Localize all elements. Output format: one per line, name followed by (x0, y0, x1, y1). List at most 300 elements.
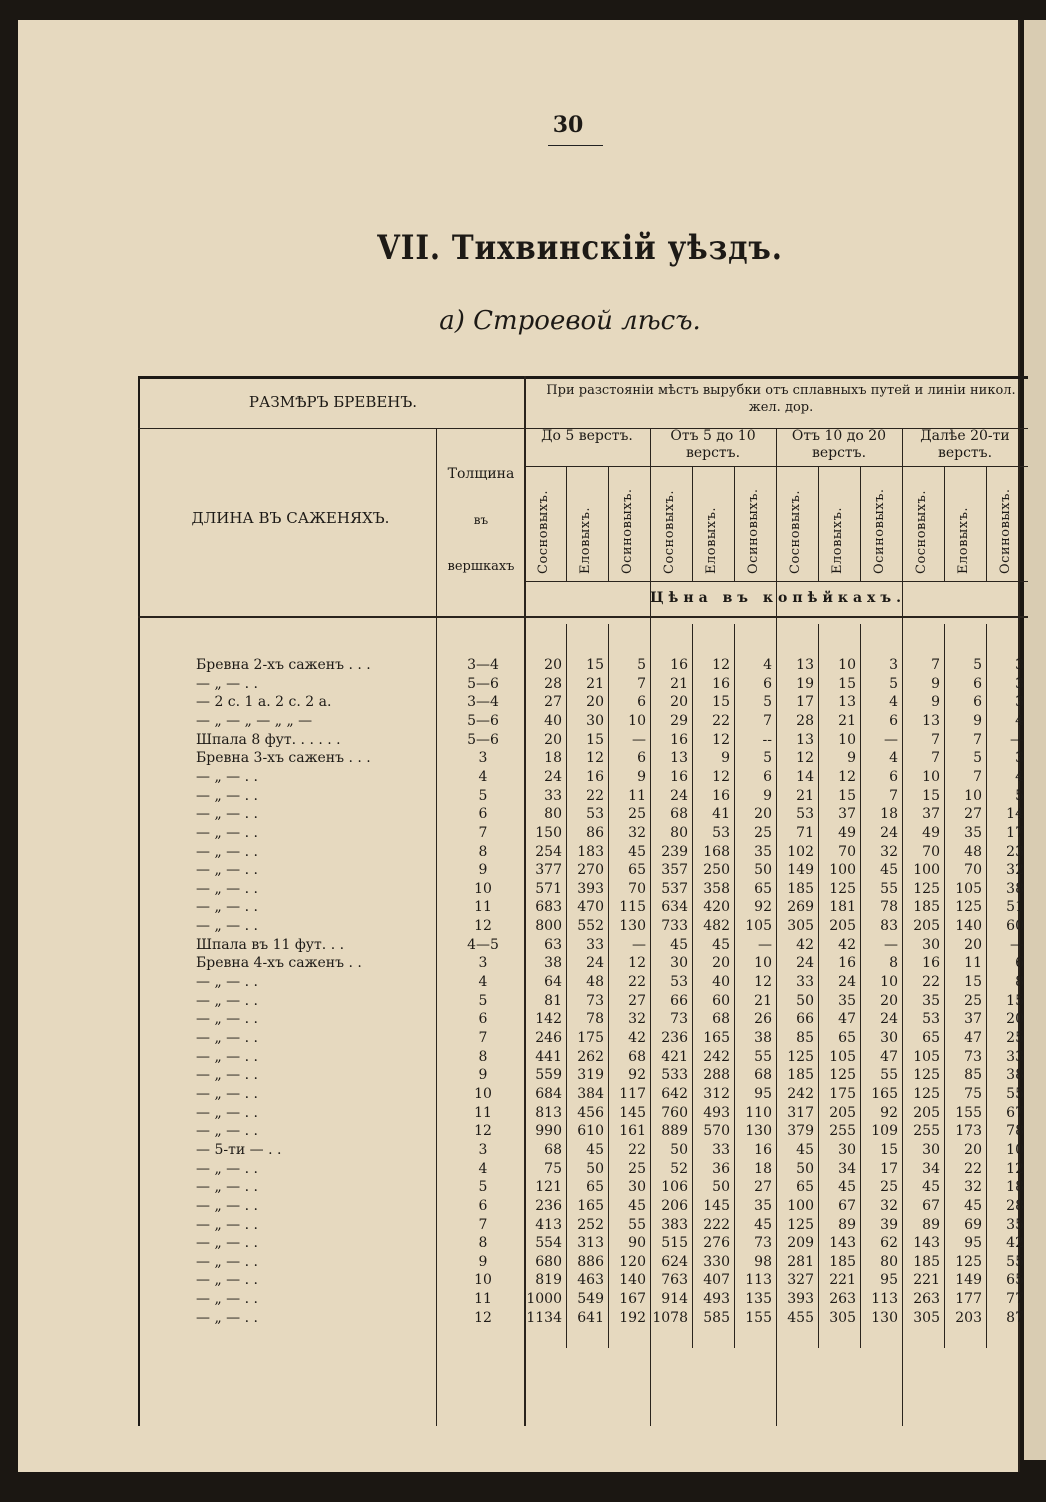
price-cell: 41 (712, 806, 730, 823)
price-cell: 20 (964, 1141, 982, 1158)
price-cell: 75 (964, 1085, 982, 1102)
column-rule (860, 466, 861, 581)
price-cell: 9 (931, 694, 940, 711)
row-length-label: — „ — . . (196, 1216, 258, 1233)
price-cell: 69 (964, 1216, 982, 1233)
price-cell: 15 (586, 731, 604, 748)
price-cell: 25 (628, 1160, 646, 1177)
row-length-label: — „ — . . (196, 787, 258, 804)
price-cell: 32 (880, 1197, 898, 1214)
price-cell: 379 (787, 1123, 814, 1140)
price-cell: 393 (577, 880, 604, 897)
price-cell: 140 (619, 1272, 646, 1289)
row-length-label: — „ — . . (196, 1309, 258, 1326)
price-cell: 3 (1015, 675, 1024, 692)
column-rule (608, 466, 609, 581)
price-cell: 20 (964, 936, 982, 953)
price-cell: 6 (637, 694, 646, 711)
price-cell: 7 (763, 712, 772, 729)
row-length-label: — „ — . . (196, 1104, 258, 1121)
price-cell: 30 (922, 1141, 940, 1158)
price-cell: 42 (796, 936, 814, 953)
table-row (138, 880, 1028, 899)
row-thickness: 11 (474, 1104, 492, 1121)
price-cell: 276 (703, 1235, 730, 1252)
price-cell: 819 (535, 1272, 562, 1289)
price-cell: 680 (535, 1253, 562, 1270)
table-row (138, 1216, 1028, 1235)
price-cell: 149 (787, 862, 814, 879)
column-tick (566, 624, 567, 649)
price-cell: 6 (973, 675, 982, 692)
price-cell: — (884, 731, 898, 748)
price-cell: 48 (964, 843, 982, 860)
row-thickness: 4 (478, 974, 488, 991)
price-cell: 420 (703, 899, 730, 916)
row-thickness: 9 (478, 862, 488, 879)
row-length-label: — „ — . . (196, 1123, 258, 1140)
table-row (138, 656, 1028, 675)
price-cell: 10 (922, 768, 940, 785)
price-cell: 36 (712, 1160, 730, 1177)
price-cell: 269 (787, 899, 814, 916)
price-cell: 10 (628, 712, 646, 729)
species-header: Осиновыхъ. (746, 488, 761, 574)
price-cell: 40 (712, 974, 730, 991)
price-cell: 165 (703, 1030, 730, 1046)
price-cell: 92 (628, 1067, 646, 1084)
row-thickness: 3 (478, 1141, 488, 1158)
price-cell: 4 (889, 694, 898, 711)
price-cell: 407 (703, 1272, 730, 1289)
price-cell: 263 (913, 1291, 940, 1308)
price-cell: 45 (754, 1216, 772, 1233)
price-cell: 100 (787, 1197, 814, 1214)
price-cell: 493 (703, 1291, 730, 1308)
price-cell: 81 (544, 992, 562, 1009)
price-cell: 30 (922, 936, 940, 953)
row-thickness: 5 (478, 1179, 488, 1196)
price-cell: 537 (661, 880, 688, 897)
price-cell: 20 (880, 992, 898, 1009)
price-cell: 73 (964, 1048, 982, 1065)
row-thickness: 11 (474, 899, 492, 916)
price-cell: 413 (535, 1216, 562, 1233)
price-cell: 55 (880, 880, 898, 897)
column-rule (734, 648, 735, 1348)
price-cell: 14 (1006, 806, 1024, 823)
row-thickness: 6 (478, 806, 488, 823)
price-cell: 173 (955, 1123, 982, 1140)
price-cell: 15 (712, 694, 730, 711)
price-cell: 16 (586, 768, 604, 785)
price-cell: 105 (913, 1048, 940, 1065)
price-cell: 16 (670, 731, 688, 748)
price-cell: 89 (922, 1216, 940, 1233)
price-cell: 55 (1006, 1085, 1024, 1102)
price-cell: 5 (889, 675, 898, 692)
price-cell: 683 (535, 899, 562, 916)
price-cell: 205 (913, 918, 940, 935)
price-cell: 177 (955, 1291, 982, 1308)
price-cell: 305 (829, 1309, 856, 1326)
price-cell: 4 (763, 657, 772, 673)
price-cell: 3 (1015, 750, 1024, 767)
price-cell: 246 (535, 1030, 562, 1046)
price-cell: 32 (880, 843, 898, 860)
row-length-label: — „ — . . (196, 862, 258, 879)
row-thickness: 5 (478, 787, 488, 804)
price-cell: 33 (586, 936, 604, 953)
price-cell: 3 (1015, 657, 1024, 673)
price-cell: 203 (955, 1309, 982, 1326)
price-cell: 18 (880, 806, 898, 823)
row-length-label: — „ — . . (196, 899, 258, 916)
row-length-label: — 5-ти — . . (196, 1141, 282, 1158)
price-cell: 113 (871, 1291, 898, 1308)
price-cell: 105 (955, 880, 982, 897)
row-thickness: 7 (478, 1030, 488, 1046)
price-cell: 49 (838, 824, 856, 841)
price-cell: 585 (703, 1309, 730, 1326)
price-cell: 92 (880, 1104, 898, 1121)
price-cell: 455 (787, 1309, 814, 1326)
species-header: Еловыхъ. (956, 507, 971, 574)
table-row (138, 936, 1028, 955)
species-header: Сосновыхъ. (662, 490, 677, 574)
price-cell: 70 (922, 843, 940, 860)
price-cell: 35 (754, 1197, 772, 1214)
price-cell: 7 (973, 768, 982, 785)
row-length-label: Бревна 4-хъ саженъ . . (196, 955, 362, 972)
price-cell: 45 (586, 1141, 604, 1158)
price-cell: 889 (661, 1123, 688, 1140)
column-tick (986, 624, 987, 649)
price-cell: 10 (1006, 1141, 1024, 1158)
price-cell: 98 (754, 1253, 772, 1270)
price-cell: 73 (670, 1011, 688, 1028)
price-cell: 242 (787, 1085, 814, 1102)
price-cell: 12 (838, 768, 856, 785)
column-rule (944, 648, 945, 1348)
price-cell: 236 (661, 1030, 688, 1046)
price-cell: 9 (931, 675, 940, 692)
price-cell: 24 (544, 768, 562, 785)
price-cell: 15 (838, 787, 856, 804)
price-cell: 38 (1006, 1067, 1024, 1084)
price-cell: 7 (889, 787, 898, 804)
price-cell: 125 (913, 1085, 940, 1102)
column-rule (734, 466, 735, 581)
row-thickness: 8 (478, 1048, 488, 1065)
price-cell: 185 (787, 1067, 814, 1084)
price-cell: 12 (796, 750, 814, 767)
table-row (138, 749, 1028, 768)
price-cell: 45 (670, 936, 688, 953)
price-cell: 641 (577, 1309, 604, 1326)
price-cell: 5 (1015, 787, 1024, 804)
price-cell: 86 (586, 824, 604, 841)
section-title: VII. Тихвинскій уѣздъ. (377, 228, 783, 268)
price-cell: 384 (577, 1085, 604, 1102)
table-top-rule (138, 376, 1028, 379)
header-thickness-1: Толщина (447, 466, 515, 482)
price-cell: 813 (535, 1104, 562, 1121)
price-cell: — (632, 936, 646, 953)
price-cell: 47 (838, 1011, 856, 1028)
price-cell: 205 (829, 918, 856, 935)
price-cell: 181 (829, 899, 856, 916)
price-cell: 206 (661, 1197, 688, 1214)
price-cell: 32 (964, 1179, 982, 1196)
price-cell: 35 (964, 824, 982, 841)
price-cell: 100 (913, 862, 940, 879)
price-cell: 78 (880, 899, 898, 916)
price-cell: 53 (796, 806, 814, 823)
price-cell: 15 (586, 657, 604, 673)
price-cell: 19 (796, 675, 814, 692)
price-cell: 155 (745, 1309, 772, 1326)
price-cell: 4 (1015, 768, 1024, 785)
price-cell: 145 (703, 1197, 730, 1214)
price-cell: 32 (1006, 862, 1024, 879)
price-cell: 115 (619, 899, 646, 916)
price-cell: 1134 (526, 1309, 562, 1326)
price-cell: 14 (796, 768, 814, 785)
price-cell: 7 (931, 731, 940, 748)
price-cell: 13 (922, 712, 940, 729)
price-cell: 66 (670, 992, 688, 1009)
price-cell: 22 (712, 712, 730, 729)
price-cell: 559 (535, 1067, 562, 1084)
price-cell: 9 (763, 787, 772, 804)
price-cell: 24 (880, 1011, 898, 1028)
group-rule (650, 428, 651, 1426)
price-cell: 80 (880, 1253, 898, 1270)
price-cell: 183 (577, 843, 604, 860)
price-cell: 53 (712, 824, 730, 841)
row-length-label: — „ — . . (196, 992, 258, 1009)
row-length-label: — „ — . . (196, 1235, 258, 1252)
price-cell: 6 (973, 694, 982, 711)
price-cell: 10 (880, 974, 898, 991)
price-cell: 20 (1006, 1011, 1024, 1028)
price-cell: 68 (628, 1048, 646, 1065)
row-thickness: 6 (478, 1197, 488, 1214)
price-cell: 121 (535, 1179, 562, 1196)
price-cell: 27 (628, 992, 646, 1009)
price-cell: 11 (628, 787, 646, 804)
price-cell: — (758, 936, 772, 953)
species-header: Сосновыхъ. (536, 490, 551, 574)
table-row (138, 768, 1028, 787)
price-cell: 63 (544, 936, 562, 953)
price-cell: 95 (964, 1235, 982, 1252)
row-thickness: 10 (474, 880, 492, 897)
price-cell: 515 (661, 1235, 688, 1252)
price-cell: 68 (754, 1067, 772, 1084)
price-cell: 5 (637, 657, 646, 673)
price-cell: 6 (889, 768, 898, 785)
price-cell: 130 (619, 918, 646, 935)
row-thickness: 8 (478, 1235, 488, 1252)
price-cell: 51 (1006, 899, 1024, 916)
price-cell: 30 (670, 955, 688, 972)
price-cell: 20 (544, 731, 562, 748)
price-cell: 45 (628, 843, 646, 860)
price-cell: 140 (955, 918, 982, 935)
price-cell: 288 (703, 1067, 730, 1084)
price-cell: 24 (796, 955, 814, 972)
price-cell: 45 (712, 936, 730, 953)
price-cell: 5 (973, 657, 982, 673)
price-cell: 205 (913, 1104, 940, 1121)
price-cell: 552 (577, 918, 604, 935)
price-cell: 12 (712, 657, 730, 673)
price-cell: 38 (544, 955, 562, 972)
price-cell: 16 (922, 955, 940, 972)
row-length-label: — „ — . . (196, 843, 258, 860)
price-cell: 22 (628, 1141, 646, 1158)
row-length-label: — „ — . . (196, 1253, 258, 1270)
price-cell: 40 (544, 712, 562, 729)
price-cell: 886 (577, 1253, 604, 1270)
price-cell: 42 (838, 936, 856, 953)
header-rule (138, 616, 1028, 618)
price-cell: 90 (628, 1235, 646, 1252)
row-length-label: — „ — . . (196, 1030, 258, 1046)
price-cell: 60 (712, 992, 730, 1009)
price-cell: 37 (922, 806, 940, 823)
price-cell: 5 (973, 750, 982, 767)
price-cell: 25 (964, 992, 982, 1009)
price-cell: 70 (964, 862, 982, 879)
price-cell: 12 (586, 750, 604, 767)
species-header: Еловыхъ. (704, 507, 719, 574)
price-cell: 45 (628, 1197, 646, 1214)
price-cell: 205 (829, 1104, 856, 1121)
price-cell: 11 (964, 955, 982, 972)
row-thickness: 9 (478, 1067, 488, 1084)
page-number: 30 (552, 112, 584, 138)
price-cell: 22 (922, 974, 940, 991)
price-cell: 624 (661, 1253, 688, 1270)
price-cell: 327 (787, 1272, 814, 1289)
price-cell: 377 (535, 862, 562, 879)
price-cell: 125 (829, 880, 856, 897)
price-cell: 55 (1006, 1253, 1024, 1270)
price-cell: 135 (745, 1291, 772, 1308)
row-thickness: 8 (478, 843, 488, 860)
price-cell: 80 (544, 806, 562, 823)
price-cell: 30 (628, 1179, 646, 1196)
price-cell: 102 (787, 843, 814, 860)
price-cell: 9 (637, 768, 646, 785)
price-cell: 5 (763, 694, 772, 711)
price-cell: 85 (796, 1030, 814, 1046)
price-cell: 610 (577, 1123, 604, 1140)
price-cell: 10 (754, 955, 772, 972)
price-cell: 281 (787, 1253, 814, 1270)
price-cell: 65 (796, 1179, 814, 1196)
price-cell: 27 (544, 694, 562, 711)
row-length-label: Бревна 3-хъ саженъ . . . (196, 750, 371, 767)
price-cell: 236 (535, 1197, 562, 1214)
price-cell: 32 (628, 1011, 646, 1028)
price-cell: 125 (955, 1253, 982, 1270)
price-cell: 6 (763, 768, 772, 785)
price-cell: 34 (922, 1160, 940, 1177)
price-cell: 7 (931, 750, 940, 767)
price-cell: 1000 (526, 1291, 562, 1308)
price-cell: 393 (787, 1291, 814, 1308)
price-cell: 35 (754, 843, 772, 860)
price-cell: 48 (586, 974, 604, 991)
column-rule (608, 648, 609, 1348)
row-length-label: — „ — . . (196, 880, 258, 897)
price-cell: 262 (577, 1048, 604, 1065)
price-cell: 21 (796, 787, 814, 804)
price-cell: 25 (1006, 1030, 1024, 1046)
table-row (138, 992, 1028, 1011)
table-row (138, 1253, 1028, 1272)
table-row (138, 917, 1028, 936)
price-cell: 21 (670, 675, 688, 692)
price-cell: 52 (670, 1160, 688, 1177)
price-cell: 39 (880, 1216, 898, 1233)
price-cell: 358 (703, 880, 730, 897)
price-cell: 185 (787, 880, 814, 897)
price-cell: 34 (838, 1160, 856, 1177)
price-cell: 83 (880, 918, 898, 935)
price-cell: 24 (838, 974, 856, 991)
price-cell: 125 (913, 1067, 940, 1084)
price-cell: 117 (619, 1085, 646, 1102)
price-cell: 27 (964, 806, 982, 823)
row-length-label: — „ — . . (196, 918, 258, 935)
price-cell: 175 (577, 1030, 604, 1046)
price-cell: 24 (586, 955, 604, 972)
price-cell: -- (762, 731, 772, 748)
price-cell: 45 (796, 1141, 814, 1158)
price-cell: 55 (628, 1216, 646, 1233)
price-cell: 185 (913, 1253, 940, 1270)
price-cell: 67 (1006, 1104, 1024, 1121)
table-row (138, 1160, 1028, 1179)
price-cell: 42 (1006, 1235, 1024, 1252)
price-cell: 21 (838, 712, 856, 729)
price-cell: 22 (964, 1160, 982, 1177)
price-cell: 28 (1006, 1197, 1024, 1214)
price-cell: 33 (544, 787, 562, 804)
price-cell: 12 (712, 768, 730, 785)
price-cell: 16 (670, 657, 688, 673)
price-cell: 109 (871, 1123, 898, 1140)
table-row (138, 1122, 1028, 1141)
price-cell: 35 (1006, 1216, 1024, 1233)
price-cell: 73 (586, 992, 604, 1009)
price-cell: 383 (661, 1216, 688, 1233)
price-cell: 549 (577, 1291, 604, 1308)
price-cell: 50 (586, 1160, 604, 1177)
price-cell: 493 (703, 1104, 730, 1121)
species-header: Сосновыхъ. (914, 490, 929, 574)
price-cell: 27 (754, 1179, 772, 1196)
species-header: Сосновыхъ. (788, 490, 803, 574)
price-cell: 7 (637, 675, 646, 692)
row-thickness: 5—6 (467, 712, 499, 729)
price-cell: 87 (1006, 1309, 1024, 1326)
